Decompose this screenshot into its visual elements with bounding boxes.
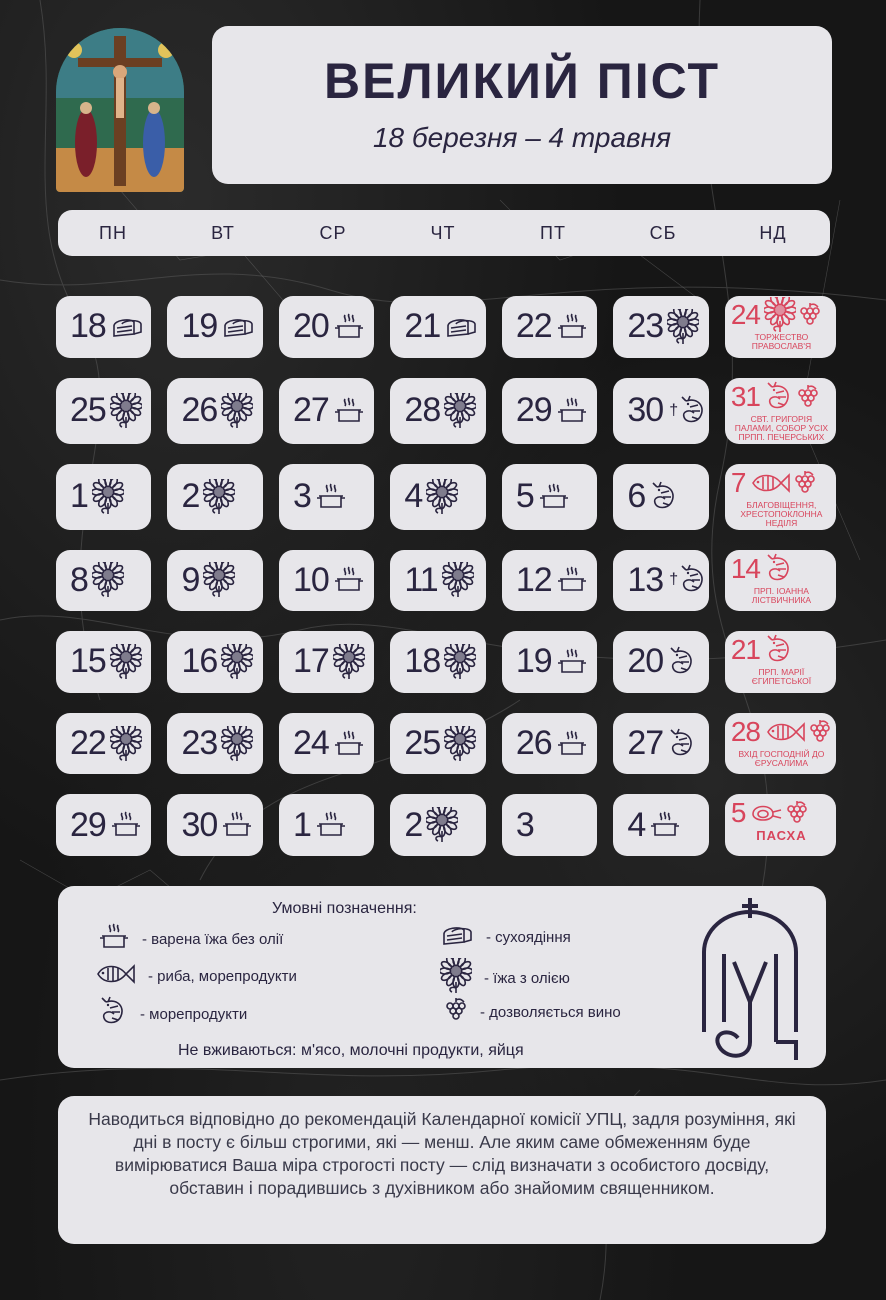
feast-name: СВТ. ГРИГОРІЯ ПАЛАМИ, СОБОР УСІХ ПРПП. ПЕЧЕРСЬКИХ <box>734 413 829 442</box>
sunflower-icon <box>110 726 142 762</box>
boiled-pot-icon <box>315 810 347 840</box>
day-number: 14 <box>730 552 760 584</box>
feast-name: БЛАГОВІЩЕННЯ, ХРЕСТОПОКЛОННА НЕДІЛЯ <box>740 499 823 528</box>
calendar-day <box>56 631 151 693</box>
page-title: ВЕЛИКИЙ ПІСТ <box>324 53 720 109</box>
sunflower-icon <box>333 644 365 680</box>
day-number: 25 <box>404 724 441 763</box>
day-number: 19 <box>181 307 218 346</box>
shrimp-icon <box>764 634 794 666</box>
day-number: 25 <box>70 391 106 430</box>
legend-label: - дозволяється вино <box>480 1003 621 1021</box>
boiled-pot-icon <box>556 565 588 595</box>
calendar-day <box>390 378 485 444</box>
day-number: 1 <box>70 477 88 516</box>
legend-item-oil <box>440 958 570 998</box>
calendar-day <box>502 296 597 358</box>
shrimp-icon <box>649 481 679 513</box>
boiled-pot-icon <box>333 312 365 342</box>
boiled-pot-icon <box>538 482 570 512</box>
bread-icon <box>221 314 255 340</box>
shrimp-icon <box>678 564 708 596</box>
day-number: 5 <box>515 477 534 516</box>
fasting-calendar <box>56 296 836 856</box>
calendar-day-sunday <box>725 378 836 444</box>
legend-label: - риба, морепродукти <box>148 967 297 985</box>
sunflower-icon <box>221 644 253 680</box>
crucifixion-icon <box>56 28 184 192</box>
boiled-pot-icon <box>110 810 142 840</box>
day-number: 24 <box>730 299 760 330</box>
day-number: 9 <box>181 560 200 599</box>
calendar-day <box>502 794 597 856</box>
legend-item-boiled <box>98 922 283 956</box>
day-number: 15 <box>70 642 106 681</box>
day-number: 16 <box>181 642 218 681</box>
legend-item-fish <box>94 960 297 992</box>
day-number: 8 <box>70 560 88 599</box>
bread-icon <box>440 922 486 952</box>
sunflower-icon <box>221 393 253 429</box>
calendar-day <box>279 713 374 775</box>
calendar-day <box>56 713 151 775</box>
calendar-day <box>613 550 708 612</box>
legend-item-dry <box>440 922 571 952</box>
boiled-pot-icon <box>649 810 681 840</box>
legend-restriction-note: Не вживаються: м'ясо, молочні продукти, яйця <box>178 1042 524 1059</box>
sunflower-icon <box>444 393 476 429</box>
calendar-day <box>279 794 374 856</box>
calendar-day <box>279 631 374 693</box>
calendar-day <box>613 296 708 358</box>
day-number: 26 <box>181 391 218 430</box>
upc-logo-icon <box>694 892 806 1064</box>
calendar-day <box>390 794 485 856</box>
calendar-day <box>502 464 597 530</box>
legend-title: Умовні позначення: <box>272 900 417 917</box>
calendar-day <box>56 464 151 530</box>
boiled-pot-icon <box>556 729 588 759</box>
date-range: 18 березня – 4 травня <box>372 122 672 153</box>
day-number: 1 <box>292 805 311 844</box>
sunflower-icon <box>203 562 235 598</box>
shrimp-icon <box>764 553 794 585</box>
day-number: 10 <box>292 560 329 599</box>
legend-label: - морепродукти <box>140 1005 248 1023</box>
day-number: 22 <box>70 724 106 763</box>
weekday-label: ЧТ <box>430 222 456 243</box>
legend-label: - їжа з олією <box>484 969 570 987</box>
day-number: 3 <box>515 805 534 844</box>
calendar-day <box>167 550 262 612</box>
calendar-day <box>167 464 262 530</box>
day-number: 2 <box>404 805 423 844</box>
fish-icon <box>764 718 806 746</box>
legend-item-seafood <box>98 996 247 1032</box>
calendar-day <box>167 631 262 693</box>
boiled-pot-icon <box>556 647 588 677</box>
weekday-label: ПН <box>99 222 127 243</box>
calendar-day <box>613 794 708 856</box>
day-number: 20 <box>627 642 664 681</box>
calendar-day <box>279 378 374 444</box>
sunflower-icon <box>426 479 458 515</box>
weekday-label: СР <box>319 222 347 243</box>
shrimp-icon <box>667 728 697 760</box>
calendar-day <box>279 296 374 358</box>
calendar-day <box>167 713 262 775</box>
grapes-icon <box>791 469 817 497</box>
calendar-day <box>502 713 597 775</box>
day-number: 18 <box>404 642 441 681</box>
ham-icon <box>749 800 783 826</box>
calendar-day <box>56 378 151 444</box>
cross-icon: † <box>669 571 679 589</box>
boiled-pot-icon <box>333 396 365 426</box>
day-number: 24 <box>292 724 329 763</box>
sunflower-icon <box>92 562 124 598</box>
sunflower-icon <box>110 644 142 680</box>
grapes-icon <box>796 301 822 329</box>
day-number: 31 <box>730 380 760 412</box>
shrimp-icon <box>678 395 708 427</box>
calendar-day <box>167 378 262 444</box>
day-number: 28 <box>730 715 760 747</box>
shrimp-icon <box>98 996 140 1032</box>
calendar-day-sunday <box>725 631 836 693</box>
calendar-day <box>502 378 597 444</box>
fish-icon <box>94 960 148 992</box>
cross-icon: † <box>669 401 679 419</box>
boiled-pot-icon <box>98 922 142 956</box>
sunflower-icon <box>444 726 476 762</box>
day-number: 21 <box>730 634 760 666</box>
day-number: 29 <box>70 805 106 844</box>
grapes-icon <box>442 996 480 1028</box>
day-number: 30 <box>181 805 218 844</box>
day-number: 6 <box>627 477 646 516</box>
calendar-day <box>390 296 485 358</box>
calendar-day <box>56 550 151 612</box>
grapes-icon <box>806 718 832 746</box>
calendar-day <box>390 550 485 612</box>
calendar-day <box>613 378 708 444</box>
calendar-day-sunday <box>725 713 836 775</box>
day-number: 13 <box>627 560 664 599</box>
calendar-day-sunday <box>725 794 836 856</box>
day-number: 23 <box>181 724 218 763</box>
feast-name: ТОРЖЕСТВО ПРАВОСЛАВ'Я <box>751 332 812 351</box>
weekday-label: ПТ <box>540 222 566 243</box>
legend-label: - варена їжа без олії <box>142 930 284 948</box>
sunflower-icon <box>92 479 124 515</box>
day-number: 17 <box>292 642 329 681</box>
day-number: 28 <box>404 391 441 430</box>
day-number: 5 <box>730 797 746 829</box>
day-number: 20 <box>292 307 329 346</box>
bread-icon <box>110 314 144 340</box>
weekday-label: СБ <box>649 222 677 243</box>
boiled-pot-icon <box>221 810 253 840</box>
feast-name: ВХІД ГОСПОДНІЙ ДО ЄРУСАЛИМА <box>738 748 825 768</box>
day-number: 29 <box>515 391 552 430</box>
calendar-day <box>502 550 597 612</box>
legend-item-wine <box>442 996 621 1028</box>
sunflower-icon <box>444 644 476 680</box>
legend-label: - сухоядіння <box>486 928 571 946</box>
day-number: 27 <box>627 724 664 763</box>
feast-name: ПАСХА <box>756 828 807 844</box>
sunflower-icon <box>110 393 142 429</box>
weekday-header <box>58 210 830 256</box>
calendar-day <box>613 631 708 693</box>
day-number: 4 <box>404 477 423 516</box>
legend-card <box>58 886 826 1068</box>
shrimp-icon <box>667 646 697 678</box>
calendar-day <box>167 794 262 856</box>
boiled-pot-icon <box>333 729 365 759</box>
sunflower-icon <box>426 807 458 843</box>
sunflower-icon <box>764 297 796 333</box>
day-number: 19 <box>515 642 552 681</box>
calendar-day <box>613 713 708 775</box>
calendar-day <box>56 296 151 358</box>
day-number: 23 <box>627 307 664 346</box>
footer-note: Наводиться відповідно до рекомендацій Календарної комісії УПЦ, задля розуміння, які дні в посту є більш строгими, які — менш. Але яким саме обмеженням буде вимірюватися Ваша міра строгості посту — слід визначати з особистого досвіду, обставин і порадившись з духівником або знайомим священником. <box>58 1096 826 1244</box>
sunflower-icon <box>221 726 253 762</box>
day-number: 30 <box>627 391 664 430</box>
fish-icon <box>749 469 791 497</box>
grapes-icon <box>783 799 809 827</box>
weekday-label: ВТ <box>211 222 235 243</box>
day-number: 7 <box>730 466 746 498</box>
day-number: 21 <box>404 307 441 346</box>
day-number: 11 <box>404 560 438 599</box>
calendar-day <box>56 794 151 856</box>
calendar-day-sunday <box>725 550 836 612</box>
feast-name: ПРП. ІОАННА ЛІСТВИЧНИКА <box>751 585 812 605</box>
day-number: 22 <box>515 307 552 346</box>
day-number: 18 <box>70 307 106 346</box>
sunflower-icon <box>440 958 484 998</box>
grapes-icon <box>794 383 820 411</box>
day-number: 12 <box>515 560 552 599</box>
day-number: 4 <box>627 805 646 844</box>
boiled-pot-icon <box>556 396 588 426</box>
calendar-day <box>502 631 597 693</box>
calendar-day <box>390 631 485 693</box>
day-number: 3 <box>292 477 311 516</box>
boiled-pot-icon <box>556 312 588 342</box>
calendar-day <box>390 464 485 530</box>
sunflower-icon <box>442 562 474 598</box>
day-number: 27 <box>292 391 329 430</box>
weekday-label: НД <box>759 222 787 243</box>
day-number: 26 <box>515 724 552 763</box>
calendar-day-sunday <box>725 296 836 358</box>
calendar-day <box>279 550 374 612</box>
sunflower-icon <box>667 309 699 345</box>
calendar-day-sunday <box>725 464 836 530</box>
bread-icon <box>444 314 478 340</box>
calendar-day <box>279 464 374 530</box>
title-card <box>212 26 832 184</box>
feast-name: ПРП. МАРІЇ ЄГИПЕТСЬКОЇ <box>751 667 812 687</box>
shrimp-icon <box>764 381 794 413</box>
boiled-pot-icon <box>333 565 365 595</box>
calendar-day <box>390 713 485 775</box>
sunflower-icon <box>203 479 235 515</box>
boiled-pot-icon <box>315 482 347 512</box>
calendar-day <box>167 296 262 358</box>
calendar-day <box>613 464 708 530</box>
day-number: 2 <box>181 477 200 516</box>
